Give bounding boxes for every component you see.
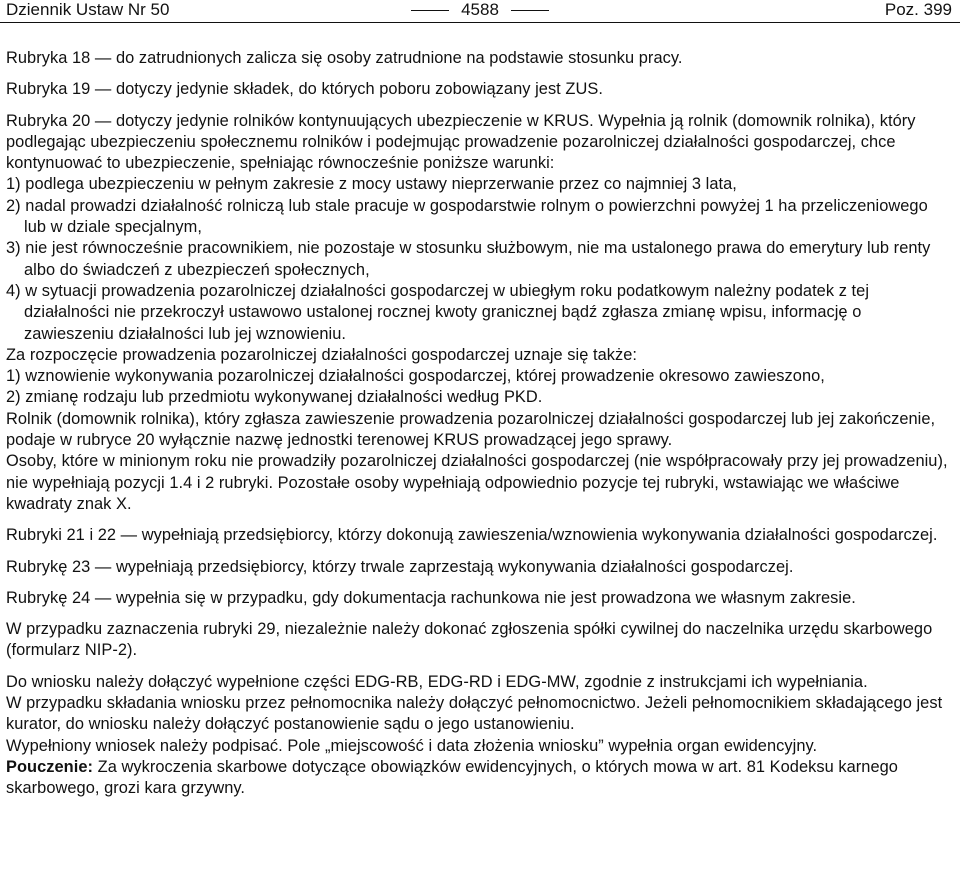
paragraph-rubryka-29: W przypadku zaznaczenia rubryki 29, niezależnie należy dokonać zgłoszenia spółki cywilnej do naczelnika urzędu skarbowego (formularz NIP-2). bbox=[6, 620, 933, 660]
spacer bbox=[6, 609, 954, 619]
list-item: 1) wznowienie wykonywania pozarolniczej działalności gospodarczej, której prowadzenie okresowo zawieszono, bbox=[6, 367, 825, 386]
spacer bbox=[6, 662, 954, 672]
document-body bbox=[6, 48, 954, 800]
paragraph-rubryka-24: Rubrykę 24 — wypełnia się w przypadku, gdy dokumentacja rachunkowa nie jest prowadzona we własnym zakresie. bbox=[6, 588, 856, 607]
paragraph-podpis: Wypełniony wniosek należy podpisać. Pole „miejscowość i data złożenia wniosku” wypełnia organ ewidencyjny. bbox=[6, 736, 818, 755]
page-header bbox=[0, 0, 960, 22]
position-number: Poz. 399 bbox=[884, 0, 952, 19]
dash-left bbox=[411, 10, 449, 11]
spacer bbox=[6, 547, 954, 557]
paragraph-rubryka-20: Rubryka 20 — dotyczy jedynie rolników kontynuujących ubezpieczenie w KRUS. Wypełnia ją rolnik (domownik rolnika), który podlegając ubezpieczeniu społecznemu rolników i podejmując prowadzenie pozarolniczej działalności gospodarczej, chce kontynuować to ubezpieczenie, spełniając równocześnie poniższe warunki: bbox=[6, 111, 916, 173]
spacer bbox=[6, 101, 954, 111]
paragraph-rubryka-19: Rubryka 19 — dotyczy jedynie składek, do których poboru zobowiązany jest ZUS. bbox=[6, 80, 603, 99]
page-number-block bbox=[0, 0, 960, 20]
dash-right bbox=[511, 10, 549, 11]
condition-item: 4) w sytuacji prowadzenia pozarolniczej działalności gospodarczej w ubiegłym roku podatkowym należny podatek z tej działalności nie przekroczył ustawowo ustalonej rocznej kwoty granicznej bądź zgłasza zmianę wpisu, informację o zawieszeniu działalności lub jej wznowieniu. bbox=[6, 281, 870, 343]
paragraph-zalaczniki: Do wniosku należy dołączyć wypełnione części EDG-RB, EDG-RD i EDG-MW, zgodnie z instrukcjami ich wypełniania. bbox=[6, 672, 868, 691]
paragraph-rozpoczecie: Za rozpoczęcie prowadzenia pozarolniczej działalności gospodarczej uznaje się także: bbox=[6, 345, 638, 364]
paragraph-rolnik: Rolnik (domownik rolnika), który zgłasza zawieszenie prowadzenia pozarolniczej działalności gospodarczej lub jej zakończenie, podaje w rubryce 20 wyłącznie nazwę jednostki terenowej KRUS prowadzącej jego sprawy. bbox=[6, 409, 936, 450]
spacer bbox=[6, 69, 954, 79]
page-number: 4588 bbox=[461, 0, 499, 19]
condition-item: 3) nie jest równocześnie pracownikiem, nie pozostaje w stosunku służbowym, nie ma ustalonego prawa do emerytury lub renty albo do świadczeń z ubezpieczeń społecznych, bbox=[6, 239, 931, 279]
condition-item: 2) nadal prowadzi działalność rolniczą lub stale pracuje w gospodarstwie rolnym o powierzchni powyżej 1 ha przeliczeniowego lub w dziale specjalnym, bbox=[6, 196, 928, 237]
paragraph-rubryka-23: Rubrykę 23 — wypełniają przedsiębiorcy, którzy trwale zaprzestają wykonywania działalności gospodarczej. bbox=[6, 557, 794, 576]
header-divider bbox=[0, 22, 960, 23]
paragraph-rubryki-21-22: Rubryki 21 i 22 — wypełniają przedsiębiorcy, którzy dokonują zawieszenia/wznowienia wykonywania działalności gospodarczej. bbox=[6, 526, 938, 545]
list-item: 2) zmianę rodzaju lub przedmiotu wykonywanej działalności według PKD. bbox=[6, 388, 543, 407]
journal-title: Dziennik Ustaw Nr 50 bbox=[6, 0, 170, 19]
spacer bbox=[6, 578, 954, 588]
pouczenie-text: Za wykroczenia skarbowe dotyczące obowiązków ewidencyjnych, o których mowa w art. 81 Kodeksu karnego skarbowego, grozi kara grzywny. bbox=[6, 757, 898, 798]
pouczenie-label: Pouczenie: bbox=[6, 757, 94, 776]
spacer bbox=[6, 515, 954, 525]
paragraph-osoby: Osoby, które w minionym roku nie prowadziły pozarolniczej działalności gospodarczej (nie współpracowały przy jej prowadzeniu), nie wypełniają pozycji 1.4 i 2 rubryki. Pozostałe osoby wypełniają odpowiednio pozycje tej rubryki, wstawiając we właściwe kwadraty znak X. bbox=[6, 452, 948, 513]
condition-item: 1) podlega ubezpieczeniu w pełnym zakresie z mocy ustawy nieprzerwanie przez co najmniej 3 lata, bbox=[6, 175, 737, 194]
paragraph-rubryka-18: Rubryka 18 — do zatrudnionych zalicza się osoby zatrudnione na podstawie stosunku pracy. bbox=[6, 49, 683, 67]
paragraph-pouczenie bbox=[6, 757, 954, 800]
paragraph-pelnomocnik: W przypadku składania wniosku przez pełnomocnika należy dołączyć pełnomocnictwo. Jeżeli pełnomocnikiem składającego jest kurator, do wniosku należy dołączyć postanowienie sądu o jego ustanowieniu. bbox=[6, 694, 943, 734]
